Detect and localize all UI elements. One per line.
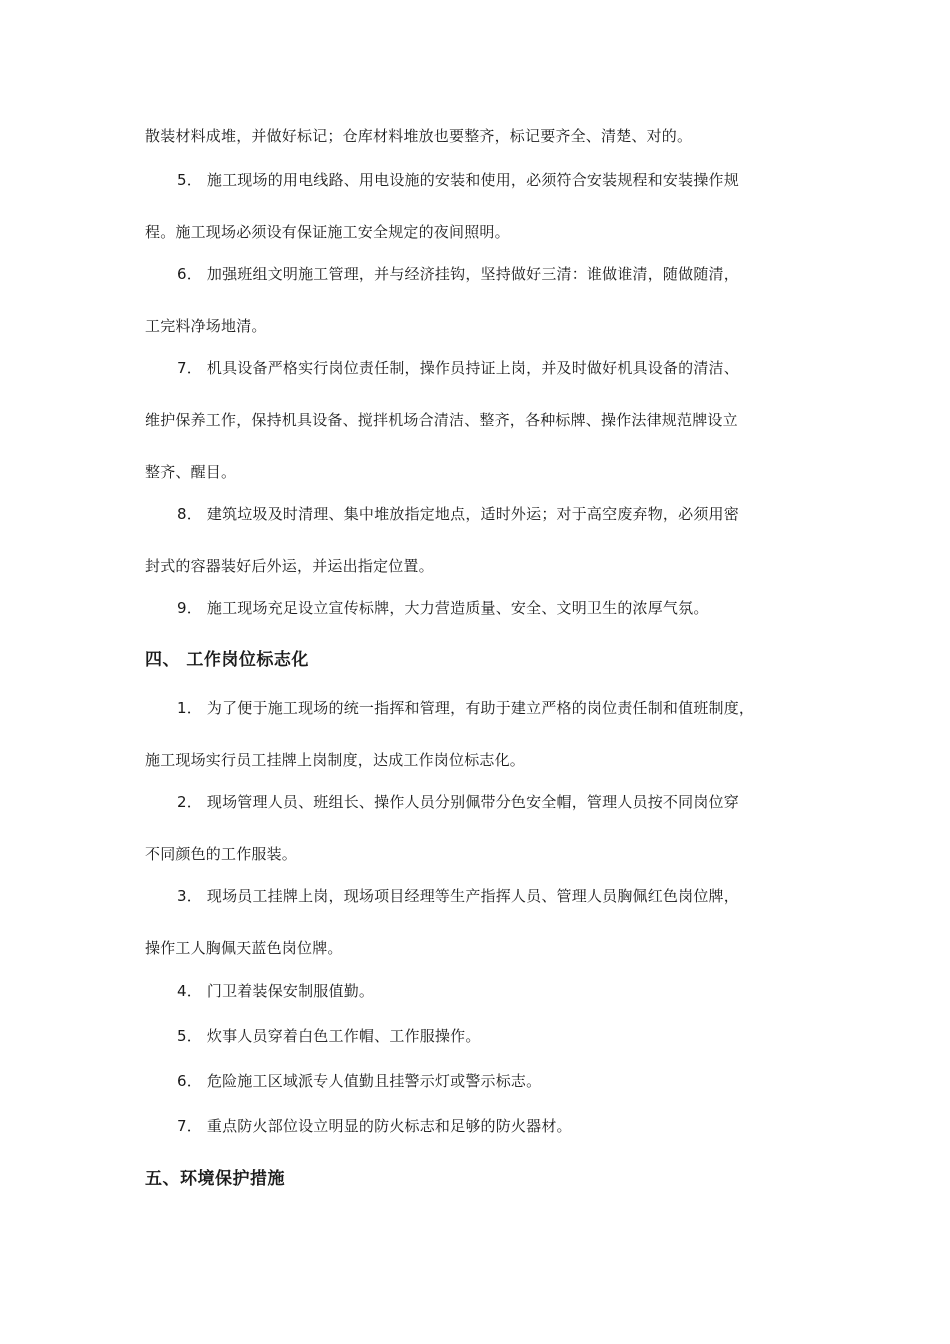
list-item-5: 5． 炊事人员穿着白色工作帽、工作服操作。 (177, 1027, 481, 1045)
list-item-1: 1． 为了便于施工现场的统一指挥和管理，有助于建立严格的岗位责任制和值班制度， (177, 699, 755, 717)
list-item-9: 9． 施工现场充足设立宣传标牌，大力营造质量、安全、文明卫生的浓厚气氛。 (177, 599, 709, 617)
paragraph-line: 整齐、醒目。 (145, 463, 237, 481)
paragraph-line: 散装材料成堆，并做好标记；仓库材料堆放也要整齐，标记要齐全、清楚、对的。 (145, 127, 693, 145)
list-item-7: 7． 重点防火部位设立明显的防火标志和足够的防火器材。 (177, 1117, 572, 1135)
list-item-2: 2． 现场管理人员、班组长、操作人员分别佩带分色安全帽，管理人员按不同岗位穿 (177, 793, 739, 811)
paragraph-line: 维护保养工作，保持机具设备、搅拌机场合清洁、整齐，各种标牌、操作法律规范牌设立 (145, 411, 738, 429)
paragraph-line: 不同颜色的工作服装。 (145, 845, 298, 863)
list-item-7: 7． 机具设备严格实行岗位责任制，操作员持证上岗，并及时做好机具设备的清洁、 (177, 359, 739, 377)
list-item-8: 8． 建筑垃圾及时清理、集中堆放指定地点，适时外运；对于高空废弃物，必须用密 (177, 505, 739, 523)
list-item-5: 5． 施工现场的用电线路、用电设施的安装和使用，必须符合安装规程和安装操作规 (177, 171, 739, 189)
list-item-3: 3． 现场员工挂牌上岗，现场项目经理等生产指挥人员、管理人员胸佩红色岗位牌， (177, 887, 739, 905)
paragraph-line: 操作工人胸佩天蓝色岗位牌。 (145, 939, 343, 957)
list-item-6: 6． 加强班组文明施工管理，并与经济挂钩，坚持做好三清：谁做谁清，随做随清， (177, 265, 739, 283)
list-item-4: 4． 门卫着装保安制服值勤。 (177, 982, 375, 1000)
paragraph-line: 程。施工现场必须设有保证施工安全规定的夜间照明。 (145, 223, 510, 241)
paragraph-line: 封式的容器装好后外运，并运出指定位置。 (145, 557, 434, 575)
list-item-6: 6． 危险施工区域派专人值勤且挂警示灯或警示标志。 (177, 1072, 542, 1090)
paragraph-line: 工完料净场地清。 (145, 317, 267, 335)
paragraph-line: 施工现场实行员工挂牌上岗制度，达成工作岗位标志化。 (145, 751, 526, 769)
section-heading-5: 五、环境保护措施 (145, 1169, 285, 1189)
section-heading-4: 四、 工作岗位标志化 (145, 650, 309, 670)
